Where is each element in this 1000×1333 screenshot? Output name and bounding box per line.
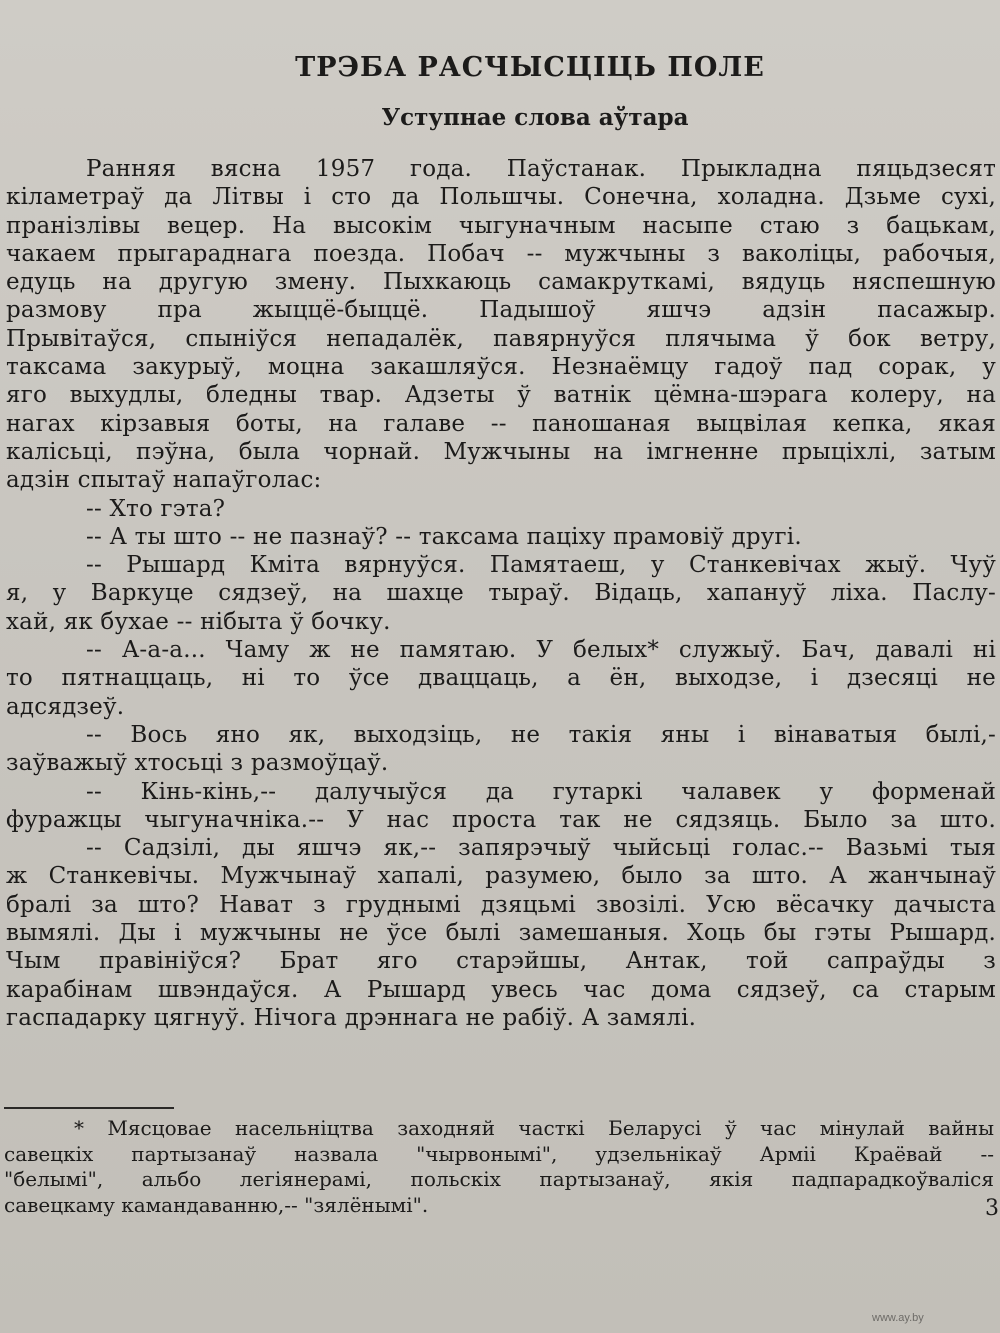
text-line: Прывітаўся, спыніўся непадалёк, павярнуўся плячыма ў бок ветру, [6, 325, 996, 352]
dialogue-line: -- Кінь-кінь,-- далучыўся да гутаркі чалавек у форменай [86, 778, 996, 805]
text-line: я, у Варкуце сядзеў, на шахце тыраў. Відаць, хапануў ліха. Паслу- [6, 580, 996, 607]
text-line: адсядзеў. [6, 693, 125, 720]
footnote [4, 1116, 994, 1218]
text-line: размову пра жыццё-быццё. Падышоў яшчэ адзін пасажыр. [6, 297, 996, 324]
text-line: таксама закурыў, моцна закашляўся. Незнаёмцу гадоў пад сорак, у [6, 354, 996, 381]
chapter-title: ТРЭБА РАСЧЫСЦІЦЬ ПОЛЕ [295, 52, 765, 83]
dialogue-line: -- Хто гэта? [86, 495, 226, 522]
text-line: то пятнаццаць, ні то ўсе дваццаць, а ён, выходзе, і дзесяці не [6, 665, 996, 692]
dialogue-line: -- Садзілі, ды яшчэ як,-- запярэчыў чыйсьці голас.-- Вазьмі тыя [86, 835, 996, 862]
body-text [6, 155, 996, 1032]
text-line: бралі за што? Нават з груднымі дзяцьмі звозілі. Усю вёсачку дачыста [6, 891, 996, 918]
text-line: пранізлівы вецер. На высокім чыгуначным насыпе стаю з бацькам, [6, 212, 996, 239]
dialogue-line: -- Рышард Кміта вярнуўся. Памятаеш, у Станкевічах жыў. Чуў [86, 552, 996, 579]
footnote-line: * Мясцовае насельніцтва заходняй часткі Беларусі ў час мінулай вайны [74, 1116, 994, 1140]
footnote-line: савецкаму камандаванню,-- "зялёнымі". [4, 1192, 429, 1217]
text-line: хай, як бухае -- нібыта ў бочку. [6, 608, 391, 635]
dialogue-line: -- Вось яно як, выходзіць, не такія яны і вінаватыя былі,- [86, 721, 996, 748]
text-line: чакаем прыгараднага поезда. Побач -- мужчыны з ваколіцы, рабочыя, [6, 240, 996, 267]
text-line: Ранняя вясна 1957 года. Паўстанак. Прыкладна пяцьдзесят [86, 156, 996, 182]
watermark: www.ay.by [872, 1312, 924, 1324]
chapter-subtitle: Уступнае слова аўтара [381, 104, 689, 131]
text-line: гаспадарку цягнуў. Нічога дрэннага не рабіў. А замялі. [6, 1004, 697, 1031]
text-line: Чым правініўся? Брат яго старэйшы, Антак, той сапраўды з [6, 948, 996, 975]
text-line: адзін спытаў напаўголас: [6, 467, 322, 494]
dialogue-line: -- А-а-а... Чаму ж не памятаю. У белых* служыў. Бач, давалі ні [86, 637, 996, 664]
text-line: вымялі. Ды і мужчыны не ўсе былі замешаныя. Хоць бы гэты Рышард. [6, 920, 996, 947]
dialogue-line: -- А ты што -- не пазнаў? -- таксама паціху прамовіў другі. [86, 523, 802, 550]
text-line: яго выхудлы, бледны твар. Адзеты ў ватнік цёмна-шэрага колеру, на [6, 382, 996, 409]
text-line: кіламетраў да Літвы і сто да Польшчы. Сонечна, холадна. Дзьме сухі, [6, 184, 996, 211]
text-line: карабінам швэндаўся. А Рышард увесь час дома сядзеў, са старым [6, 976, 996, 1003]
text-line: заўважыў хтосьці з размоўцаў. [6, 750, 389, 777]
page-number: 3 [985, 1196, 999, 1221]
footnote-line: "белымі", альбо легіянерамі, польскіх партызанаў, якія падпарадкоўваліся [4, 1167, 994, 1191]
footnote-divider [4, 1107, 174, 1109]
text-line: фуражцы чыгуначніка.-- У нас проста так не сядзяць. Было за што. [6, 806, 996, 833]
text-line: ж Станкевічы. Мужчынаў хапалі, разумею, было за што. А жанчынаў [6, 863, 996, 890]
text-line: калісьці, пэўна, была чорнай. Мужчыны на імгненне прыціхлі, затым [6, 438, 996, 465]
text-line: нагах кірзавыя боты, на галаве -- паношаная выцвілая кепка, якая [6, 410, 996, 437]
footnote-line: савецкіх партызанаў назвала "чырвонымі", удзельнікаў Арміі Краёвай -- [4, 1141, 994, 1166]
text-line: едуць на другую змену. Пыхкаюць самакруткамі, вядуць няспешную [6, 269, 996, 296]
